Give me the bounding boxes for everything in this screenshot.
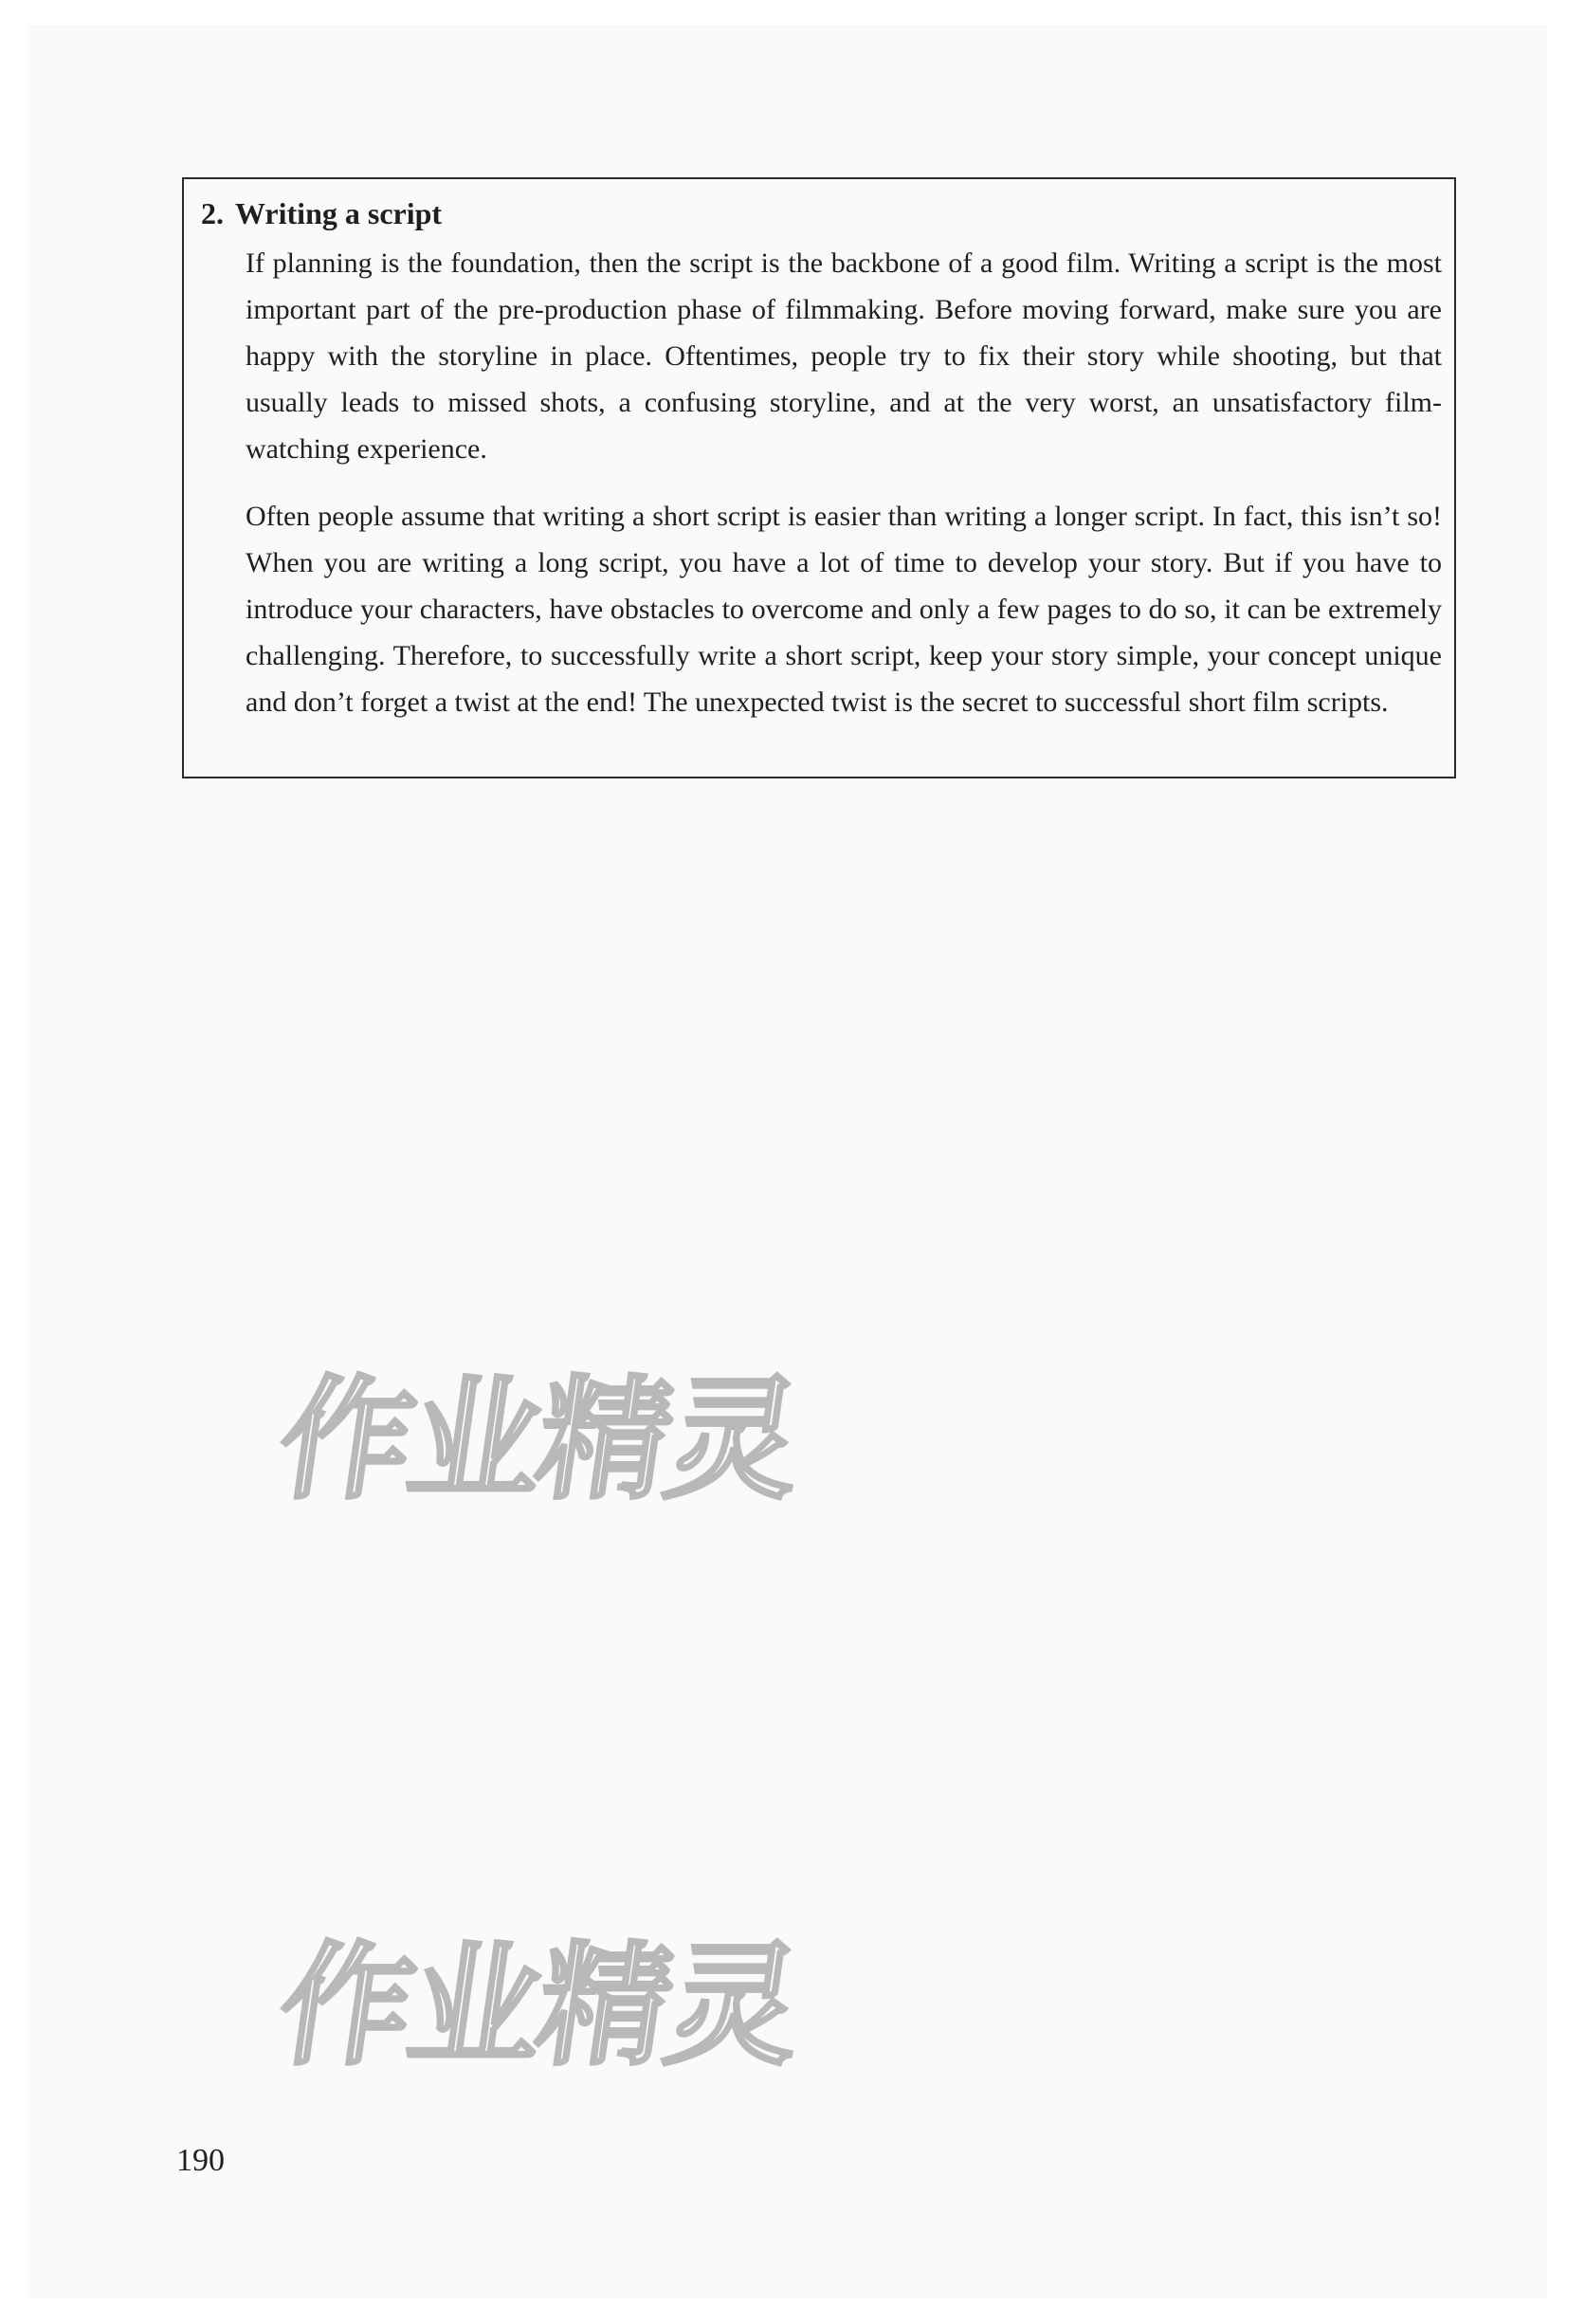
section-heading (201, 194, 442, 232)
paragraph-2: Often people assume that writing a short script is easier than writing a longer script. In fact, this isn’t so! When you are writing a long script, you have a lot of time to develop your story. But if you have to introduce your characters, have obstacles to overcome and only a few pages to do so, it can be extremely challenging. Therefore, to successfully write a short script, keep your story simple, your concept unique and don’t forget a twist at the end! The unexpected twist is the secret to successful short film scripts. (246, 501, 1442, 718)
section-box (182, 177, 1456, 778)
section-number: 2. (201, 196, 224, 230)
section-title: Writing a script (235, 196, 443, 230)
page-number: 190 (176, 2143, 225, 2178)
watermark-top: 作业精灵 (269, 1363, 808, 1518)
watermark-bottom: 作业精灵 (269, 1930, 808, 2084)
paragraph-1: If planning is the foundation, then the script is the backbone of a good film. Writing a script is the most important part of the pre-production phase of filmmaking. Before moving forward, make sure you are happy with the storyline in place. Oftentimes, people try to fix their story while shooting, but that usually leads to missed shots, a confusing storyline, and at the very worst, an unsatisfactory film-watching experience. (246, 247, 1442, 465)
